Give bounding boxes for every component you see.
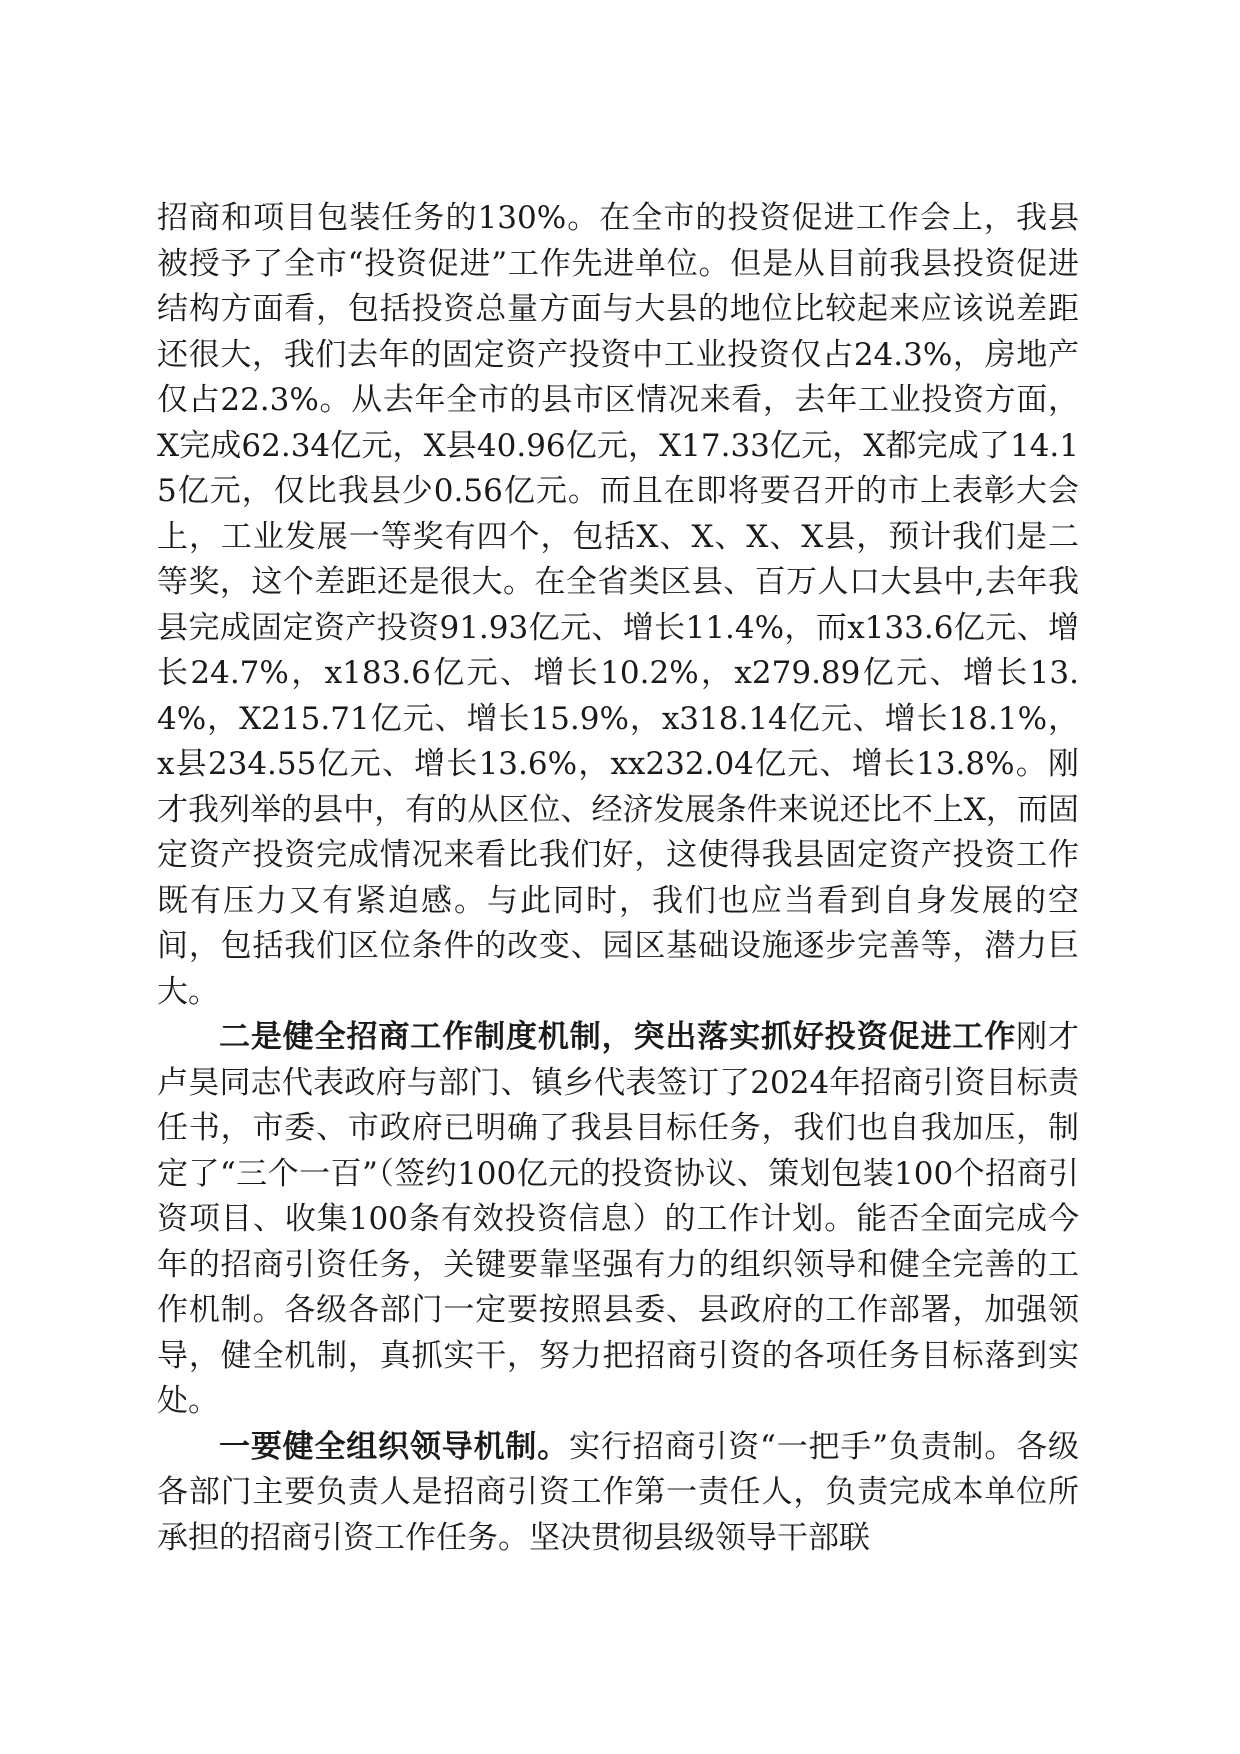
paragraph-3-text: 实行招商引资“一把手”负责制。各级各部门主要负责人是招商引资工作第一责任人，负责完成本单位所承担的招商引资工作任务。坚决贯彻县级领导干部联 (157, 1428, 1080, 1556)
body-paragraph-3 (157, 1425, 1079, 1562)
paragraph-2-heading: 二是健全招商工作制度机制，突出落实抓好投资促进工作 (219, 1019, 1017, 1055)
document-page (157, 196, 1079, 1561)
paragraph-3-heading: 一要健全组织领导机制。 (219, 1428, 570, 1465)
body-paragraph-2 (157, 1015, 1079, 1425)
paragraph-1-text: 招商和项目包装任务的130%。在全市的投资促进工作会上，我县被授予了全市“投资促进”工作先进单位。但是从目前我县投资促进结构方面看，包括投资总量方面与大县的地位比较起来应该说差距还很大，我们去年的固定资产投资中工业投资仅占24.3%，房地产仅占22.3%。从去年全市的县市区情况来看，去年工业投资方面，X完成62.34亿元，X县40.96亿元，X17.33亿元，X都完成了14.15亿元，仅比我县少0.56亿元。而且在即将要召开的市上表彰大会上，工业发展一等奖有四个，包括X、X、X、X县，预计我们是二等奖，这个差距还是很大。在全省类区县、百万人口大县中,去年我县完成固定资产投资91.93亿元、增长11.4%，而x133.6亿元、增长24.7%，x183.6亿元、增长10.2%，x279.89亿元、增长13.4%，X215.71亿元、增长15.9%，x318.14亿元、增长18.1%，x县234.55亿元、增长13.6%，xx232.04亿元、增长13.8%。刚才我列举的县中，有的从区位、经济发展条件来说还比不上X，而固定资产投资完成情况来看比我们好，这使得我县固定资产投资工作既有压力又有紧迫感。与此同时，我们也应当看到自身发展的空间，包括我们区位条件的改变、园区基础设施逐步完善等，潜力巨大。 (157, 200, 1079, 1010)
paragraph-2-text: 刚才卢昊同志代表政府与部门、镇乡代表签订了2024年招商引资目标责任书，市委、市政府已明确了我县目标任务，我们也自我加压，制定了“三个一百”（签约100亿元的投资协议、策划包装100个招商引资项目、收集100条有效投资信息）的工作计划。能否全面完成今年的招商引资任务，关键要靠坚强有力的组织领导和健全完善的工作机制。各级各部门一定要按照县委、县政府的工作部署，加强领导，健全机制，真抓实干，努力把招商引资的各项任务目标落到实处。 (157, 1019, 1080, 1419)
body-paragraph-1 (157, 196, 1079, 1015)
